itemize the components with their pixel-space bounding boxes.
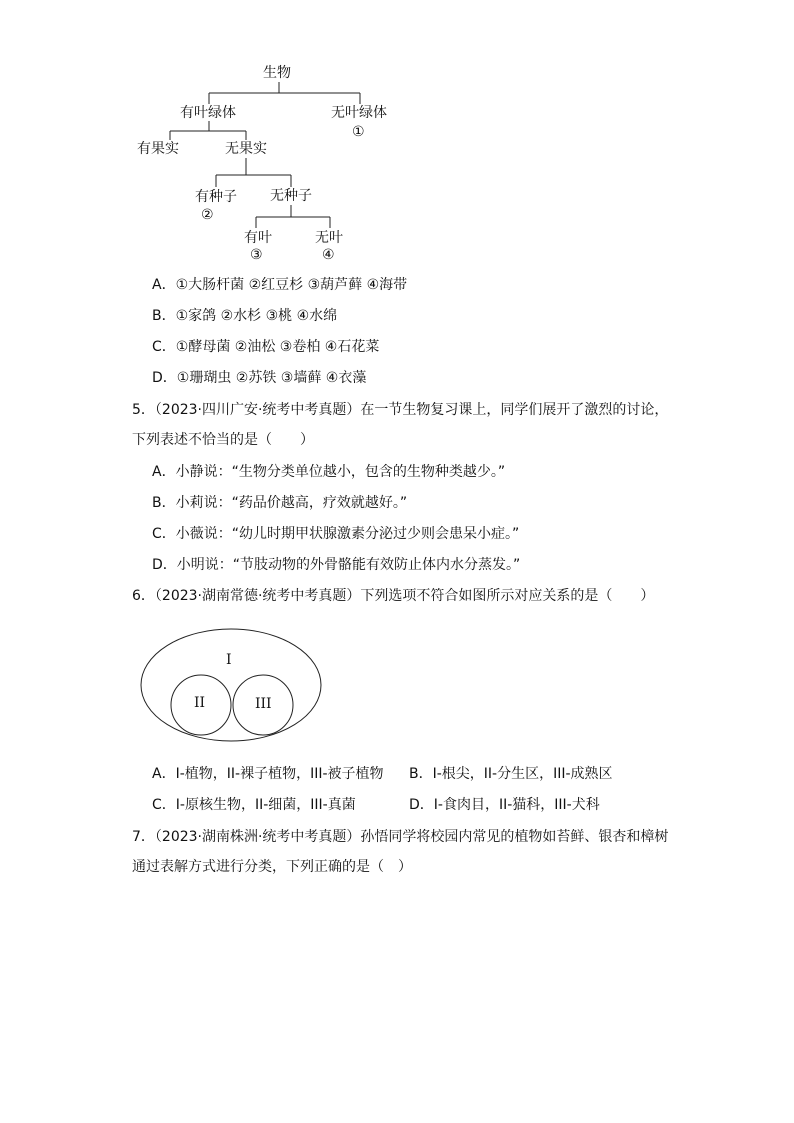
q5-option-d: D．小明说：“节肢动物的外骨骼能有效防止体内水分蒸发。” xyxy=(152,557,521,573)
venn-label-left: II xyxy=(194,695,206,711)
q5-stem-line2: 下列表述不恰当的是（ ） xyxy=(132,432,314,448)
q6-option-b: B．I-根尖，II-分生区，III-成熟区 xyxy=(409,766,613,782)
q4-option-d: D．①珊瑚虫 ②苏铁 ③墙藓 ④衣藻 xyxy=(152,370,367,386)
tree-has-seed-label: 有种子 xyxy=(195,189,237,205)
tree-mark-2: ② xyxy=(201,207,214,223)
q6-option-c: C．I-原核生物，II-细菌，III-真菌 xyxy=(152,797,356,813)
tree-has-leaf-label: 有叶 xyxy=(244,230,272,246)
venn-label-right: III xyxy=(255,696,272,712)
tree-has-chlorophyll-label: 有叶绿体 xyxy=(180,105,236,121)
q7-stem-line2: 通过表解方式进行分类，下列正确的是（ ） xyxy=(132,859,412,875)
q4-option-c: C．①酵母菌 ②油松 ③卷柏 ④石花菜 xyxy=(152,339,380,355)
q4-option-a: A．①大肠杆菌 ②红豆杉 ③葫芦藓 ④海带 xyxy=(152,277,408,293)
tree-mark-3: ③ xyxy=(250,247,263,263)
q6-option-a: A．I-植物，II-裸子植物，III-被子植物 xyxy=(152,766,384,782)
tree-no-fruit-label: 无果实 xyxy=(225,141,267,157)
tree-no-leaf-label: 无叶 xyxy=(315,230,343,246)
q5-option-b: B．小莉说：“药品价越高，疗效就越好。” xyxy=(152,495,408,511)
tree-root-label: 生物 xyxy=(263,65,291,81)
q5-option-c: C．小薇说：“幼儿时期甲状腺激素分泌过少则会患呆小症。” xyxy=(152,526,520,542)
tree-no-chlorophyll-label: 无叶绿体 xyxy=(331,105,387,121)
tree-mark-4: ④ xyxy=(322,247,335,263)
q6-stem: 6．（2023·湖南常德·统考中考真题）下列选项不符合如图所示对应关系的是（ ） xyxy=(132,588,655,604)
q6-option-d: D．I-食肉目，II-猫科，III-犬科 xyxy=(409,797,600,813)
q4-option-b: B．①家鸽 ②水杉 ③桃 ④水绵 xyxy=(152,308,338,324)
q7-stem-line1: 7．（2023·湖南株洲·统考中考真题）孙悟同学将校园内常见的植物如苔鲜、银杏和樟树 xyxy=(132,829,669,845)
q5-option-a: A．小静说：“生物分类单位越小，包含的生物种类越少。” xyxy=(152,464,506,480)
tree-has-fruit-label: 有果实 xyxy=(137,141,179,157)
venn-label-outer: I xyxy=(226,652,232,668)
tree-mark-1: ① xyxy=(352,124,365,140)
tree-no-seed-label: 无种子 xyxy=(270,188,312,204)
q5-stem-line1: 5．（2023·四川广安·统考中考真题）在一节生物复习课上，同学们展开了激烈的讨论， xyxy=(132,402,669,418)
venn-outer-ellipse xyxy=(141,629,321,741)
